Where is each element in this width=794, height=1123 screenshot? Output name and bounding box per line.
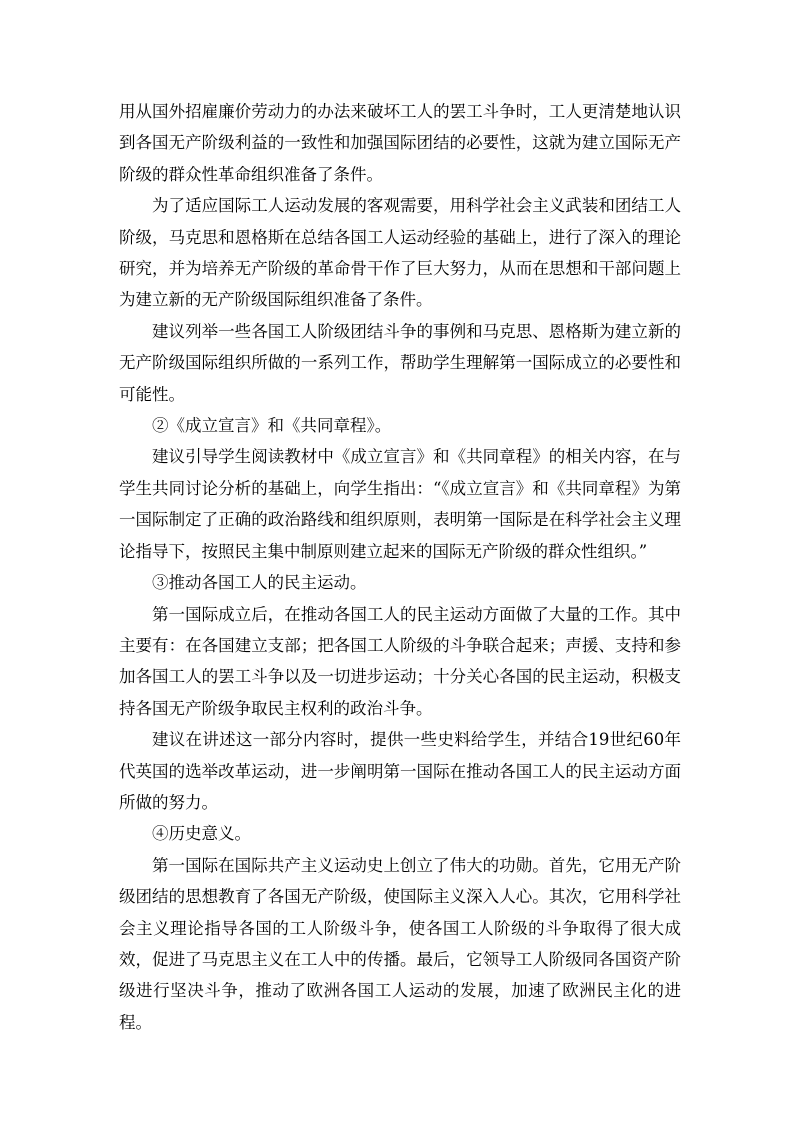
paragraph-suggestion-reading: 建议引导学生阅读教材中《成立宣言》和《共同章程》的相关内容，在与学生共同讨论分析的基础上，向学生指出：“《成立宣言》和《共同章程》为第一国际制定了正确的政治路线和组织原则，表明第一国际是在科学社会主义理论指导下，按照民主集中制原则建立起来的国际无产阶级的群众性组织。” (119, 447, 681, 561)
paragraph-suggestion-examples: 建议列举一些各国工人阶级团结斗争的事例和马克思、恩格斯为建立新的无产阶级国际组织所做的一系列工作，帮助学生理解第一国际成立的必要性和可能性。 (119, 321, 681, 404)
paragraph-continuation: 用从国外招雇廉价劳动力的办法来破坏工人的罢工斗争时，工人更清楚地认识到各国无产阶级利益的一致性和加强国际团结的必要性，这就为建立国际无产阶级的群众性革命组织准备了条件。 (119, 102, 681, 184)
section-heading-historical-significance: ④历史意义。 (152, 824, 251, 844)
section-heading-declaration: ②《成立宣言》和《共同章程》。 (152, 416, 392, 436)
document-body (119, 96, 681, 1038)
section-heading-democratic-movement: ③推动各国工人的民主运动。 (152, 573, 367, 593)
paragraph-international-work: 第一国际成立后，在推动各国工人的民主运动方面做了大量的工作。其中主要有：在各国建立支部；把各国工人阶级的斗争联合起来；声援、支持和参加各国工人的罢工斗争以及一切进步运动；十分关心各国的民主运动，积极支持各国无产阶级争取民主权利的政治斗争。 (119, 604, 681, 718)
paragraph-suggestion-historical-material: 建议在讲述这一部分内容时，提供一些史料给学生，并结合19世纪60年代英国的选举改革运动，进一步阐明第一国际在推动各国工人的民主运动方面所做的努力。 (119, 730, 681, 812)
paragraph-adaptation-needs: 为了适应国际工人运动发展的客观需要，用科学社会主义武装和团结工人阶级，马克思和恩格斯在总结各国工人运动经验的基础上，进行了深入的理论研究，并为培养无产阶级的革命骨干作了巨大努力，从而在思想和干部问题上为建立新的无产阶级国际组织准备了条件。 (119, 196, 681, 310)
paragraph-significance: 第一国际在国际共产主义运动史上创立了伟大的功勋。首先，它用无产阶级团结的思想教育了各国无产阶级，使国际主义深入人心。其次，它用科学社会主义理论指导各国的工人阶级斗争，使各国工人阶级的斗争取得了很大成效，促进了马克思主义在工人中的传播。最后，它领导工人阶级同各国资产阶级进行坚决斗争，推动了欧洲各国工人运动的发展，加速了欧洲民主化的进程。 (119, 855, 681, 1032)
